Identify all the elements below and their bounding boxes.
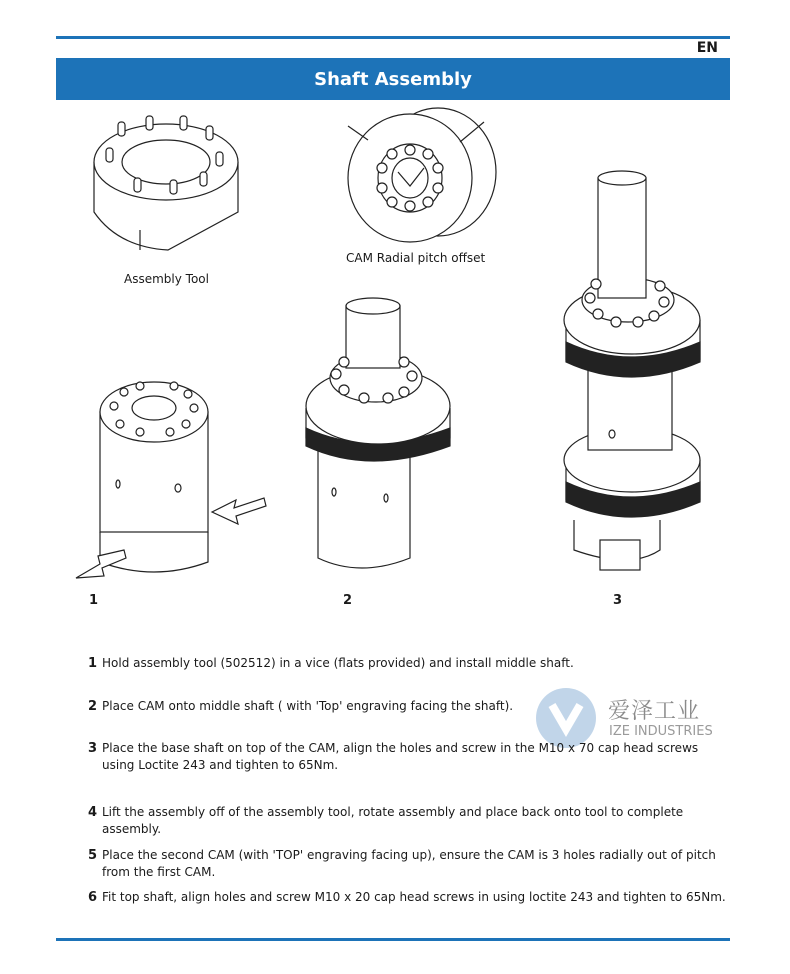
cam-offset-illustration <box>338 106 498 246</box>
step-number: 4 <box>88 805 98 820</box>
step1-illustration <box>74 372 264 582</box>
watermark-chinese: 爱泽工业 <box>608 699 701 724</box>
top-rule <box>56 36 730 39</box>
step-4 <box>88 804 728 838</box>
step-number: 5 <box>88 848 98 863</box>
step-1 <box>88 655 728 672</box>
step3-illustration <box>560 170 710 580</box>
step-text: Lift the assembly off of the assembly tool, rotate assembly and place back onto tool to complete assembly. <box>102 805 684 836</box>
figure-number-1: 1 <box>89 593 99 608</box>
assembly-tool-caption: Assembly Tool <box>124 272 209 286</box>
figure-number-3: 3 <box>613 593 623 608</box>
step-text: Hold assembly tool (502512) in a vice (flats provided) and install middle shaft. <box>102 656 574 670</box>
step-number: 2 <box>88 699 98 714</box>
page-title-text: Shaft Assembly <box>314 68 472 90</box>
cam-offset-caption: CAM Radial pitch offset <box>346 251 486 265</box>
bottom-rule <box>56 938 730 941</box>
step-2 <box>88 698 728 715</box>
step-number: 6 <box>88 890 98 905</box>
step-number: 1 <box>88 656 98 671</box>
step-6 <box>88 889 728 906</box>
step-3 <box>88 740 728 774</box>
step-text: Place the second CAM (with 'TOP' engraving facing up), ensure the CAM is 3 holes radially out of pitch from the first CAM. <box>102 848 716 879</box>
page-title <box>56 58 730 100</box>
step-text: Fit top shaft, align holes and screw M10 x 20 cap head screws in using loctite 243 and tighten to 65Nm. <box>102 890 726 904</box>
watermark-english: IZE INDUSTRIES <box>609 724 713 739</box>
assembly-tool-illustration <box>88 112 248 262</box>
step-5 <box>88 847 728 881</box>
step-text: Place the base shaft on top of the CAM, align the holes and screw in the M10 x 70 cap head screws using Loctite 243 and tighten to 65Nm. <box>102 741 699 772</box>
step-number: 3 <box>88 741 98 756</box>
language-label: EN <box>696 40 718 56</box>
step-text: Place CAM onto middle shaft ( with 'Top' engraving facing the shaft). <box>102 699 514 713</box>
step2-illustration <box>300 298 460 583</box>
figure-number-2: 2 <box>343 593 353 608</box>
